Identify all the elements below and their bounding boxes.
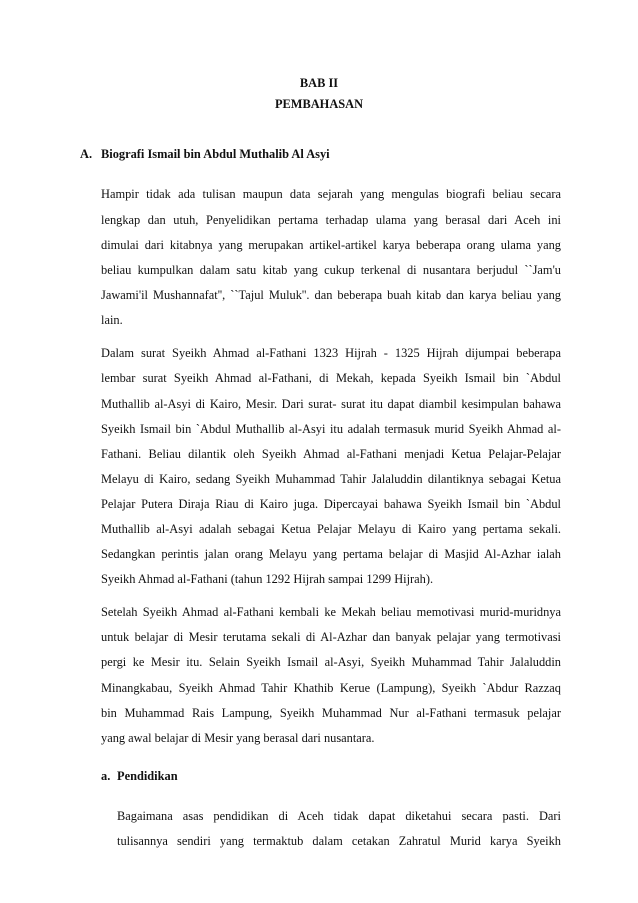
paragraph-line: Bagaimana asas pendidikan di Aceh tidak dapat diketahui secara pasti. Dari — [117, 809, 561, 823]
paragraph-line: bin Muhammad Rais Lampung, Syeikh Muhammad Nur al-Fathani termasuk pelajar — [101, 706, 561, 720]
subsection-marker: a. — [101, 769, 111, 783]
chapter-heading: BAB II — [299, 76, 339, 90]
paragraph-line: Pelajar Putera Diraja Riau di Kairo juga. Dipercayai bahawa Syeikh Ismail bin `Abdul — [101, 497, 561, 511]
section-marker: A. — [80, 147, 93, 161]
paragraph-line: Muthallib al-Asyi di Kairo, Mesir. Dari surat- surat itu dapat diambil kesimpulan bahawa — [101, 397, 561, 411]
paragraph-line: untuk belajar di Mesir terutama sekali di Al-Azhar dan banyak pelajar yang termotivasi — [101, 630, 561, 644]
paragraph-line: Jawami'il Mushannafat'', ``Tajul Muluk''. dan beberapa buah kitab dan karya beliau yang — [101, 288, 561, 302]
paragraph-line: Syeikh Ismail bin `Abdul Muthallib al-Asyi itu adalah termasuk murid Syeikh Ahmad al- — [101, 422, 561, 436]
subsection-title: Pendidikan — [117, 769, 178, 783]
paragraph-line: Dalam surat Syeikh Ahmad al-Fathani 1323 Hijrah - 1325 Hijrah dijumpai beberapa — [101, 346, 561, 360]
paragraph-line: Sedangkan perintis jalan orang Melayu yang pertama belajar di Masjid Al-Azhar ialah — [101, 547, 561, 561]
paragraph-line: tulisannya sendiri yang termaktub dalam cetakan Zahratul Murid karya Syeikh — [117, 834, 561, 848]
paragraph-line: yang awal belajar di Mesir yang berasal dari nusantara. — [101, 731, 375, 745]
paragraph-line: beliau kumpulkan dalam satu kitab yang cukup terkenal di nusantara berjudul ``Jam'u — [101, 263, 561, 277]
paragraph-line: Muthallib al-Asyi adalah sebagai Ketua Pelajar Melayu di Kairo yang pertama sekali. — [101, 522, 561, 536]
paragraph-line: Minangkabau, Syeikh Ahmad Tahir Khathib Kerue (Lampung), Syeikh `Abdur Razzaq — [101, 681, 561, 695]
paragraph-line: dimulai dari kitabnya yang merupakan artikel-artikel karya beberapa orang ulama yang — [101, 238, 561, 252]
chapter-title: PEMBAHASAN — [274, 97, 364, 111]
paragraph-line: pergi ke Mesir itu. Selain Syeikh Ismail al-Asyi, Syeikh Muhammad Tahir Jalaluddin — [101, 655, 561, 669]
paragraph-line: Hampir tidak ada tulisan maupun data sejarah yang mengulas biografi beliau secara — [101, 187, 561, 201]
paragraph-line: lengkap dan utuh, Penyelidikan pertama terhadap ulama yang berasal dari Aceh ini — [101, 213, 561, 227]
paragraph-line: Setelah Syeikh Ahmad al-Fathani kembali ke Mekah beliau memotivasi murid-muridnya — [101, 605, 561, 619]
section-title: Biografi Ismail bin Abdul Muthalib Al Asyi — [101, 147, 330, 161]
paragraph-line: lain. — [101, 313, 123, 327]
paragraph-line: Syeikh Ahmad al-Fathani (tahun 1292 Hijrah sampai 1299 Hijrah). — [101, 572, 434, 586]
paragraph-line: Fathani. Beliau dilantik oleh Syeikh Ahmad al-Fathani menjadi Ketua Pelajar-Pelajar — [101, 447, 561, 461]
paragraph-line: lembar surat Syeikh Ahmad al-Fathani, di Mekah, kepada Syeikh Ismail bin `Abdul — [101, 371, 561, 385]
paragraph-line: Melayu di Kairo, sedang Syeikh Muhammad Tahir Jalaluddin dilantiknya sebagai Ketua — [101, 472, 561, 486]
